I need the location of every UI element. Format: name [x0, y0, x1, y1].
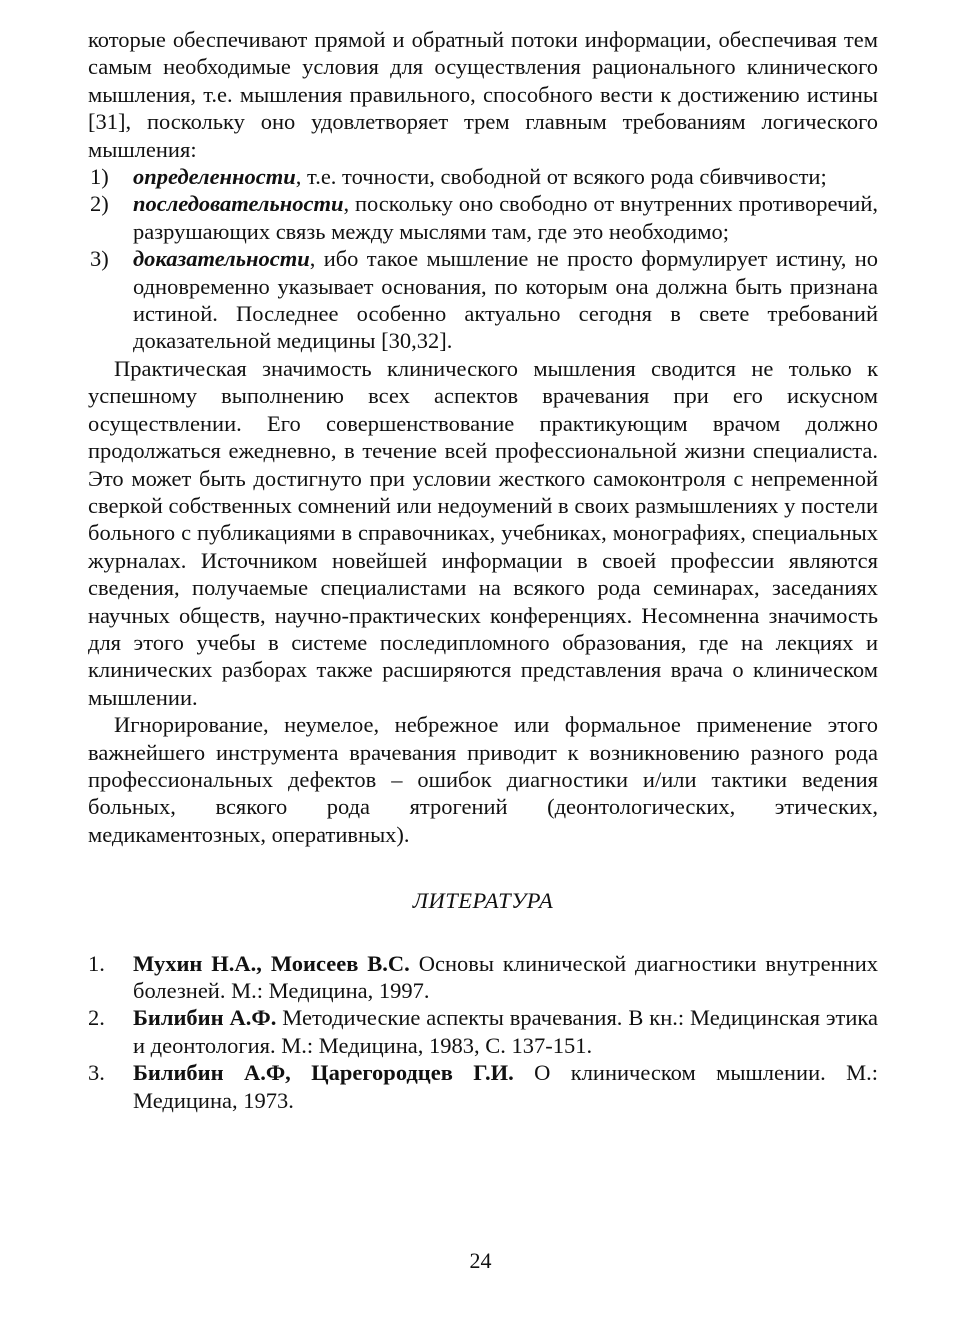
list-item-number: 1) — [90, 164, 109, 190]
body-paragraph: Игнорирование, неумелое, небрежное или формальное применение этого важнейшего инструмента врачевания приводит к возникновению разного рода профессиональных дефектов – ошибок диагностики и/или тактики ведения больных, всякого рода ятрогений (деонтологических, этических, медикаментозных, оперативных). — [88, 712, 878, 847]
list-item-text: , поскольку оно свободно от внутренних противоречий, разрушающих связь между мыслями там, где это необходимо; — [133, 191, 878, 244]
reference-item — [88, 1004, 878, 1059]
list-item-text: , т.е. точности, свободной от всякого рода сбивчивости; — [295, 164, 827, 190]
page-body — [88, 26, 878, 1114]
list-item-term: последовательности — [133, 191, 344, 217]
list-item — [88, 190, 878, 245]
requirements-list — [88, 163, 878, 355]
list-item-number: 3) — [90, 246, 109, 272]
reference-number: 2. — [88, 1005, 105, 1031]
body-paragraph: Практическая значимость клинического мышления сводится не только к успешному выполнению всех аспектов врачевания при его искусном осуществлении. Его совершенствование практикующим врачом должно продолжаться ежедневно, в течение всей профессиональной жизни специалиста. Это может быть достигнуто при условии жесткого самоконтроля с непременной сверкой собственных сомнений или недоумений в своих размышлениях у постели больного с публикациями в справочниках, учебниках, монографиях, специальных журналах. Источником новейшей информации в своей профессии являются сведения, получаемые специалистами на всякого рода семинарах, заседаниях научных обществ, научно-практических конференциях. Несомненна значимость для этого учебы в системе последипломного образования, где на лекциях и клинических разборах также расширяются представления врача о клиническом мышлении. — [88, 355, 878, 710]
reference-text: Методические аспекты врачевания. В кн.: Медицинская этика и деонтология. М.: Медицина, 1983, С. 137-151. — [133, 1005, 878, 1058]
references-heading: ЛИТЕРАТУРА — [412, 888, 554, 914]
references-list — [88, 950, 878, 1114]
list-item — [88, 163, 878, 190]
list-item-term: доказательности — [133, 246, 310, 272]
page-number: 24 — [469, 1248, 492, 1273]
reference-item — [88, 950, 878, 1005]
reference-number: 3. — [88, 1060, 105, 1086]
intro-paragraph: которые обеспечивают прямой и обратный потоки информации, обеспечивая тем самым необходимые условия для осуществления рационального клинического мышления, т.е. мышления правильного, способного вести к достижению истины [31], поскольку оно удовлетворяет трем главным требованиям логического мышления: — [88, 27, 878, 162]
reference-number: 1. — [88, 950, 105, 976]
reference-text: Основы клинической диагностики внутренних болезней. М.: Медицина, 1997. — [133, 950, 878, 1003]
reference-text: О клиническом мышлении. М.: Медицина, 1973. — [133, 1060, 878, 1113]
list-item-text: , ибо такое мышление не просто формулирует истину, но одновременно указывает основания, по которым она должна быть признана истиной. Последнее особенно актуально сегодня в свете требований доказательной медицины [30,32]. — [133, 246, 878, 354]
list-item — [88, 245, 878, 355]
reference-authors: Билибин А.Ф. — [133, 1005, 277, 1031]
reference-authors: Билибин А.Ф, Царегородцев Г.И. — [133, 1060, 514, 1086]
list-item-term: определенности — [133, 164, 296, 190]
reference-item — [88, 1059, 878, 1114]
list-item-number: 2) — [90, 191, 109, 217]
reference-authors: Мухин Н.А., Моисеев В.С. — [133, 950, 410, 976]
